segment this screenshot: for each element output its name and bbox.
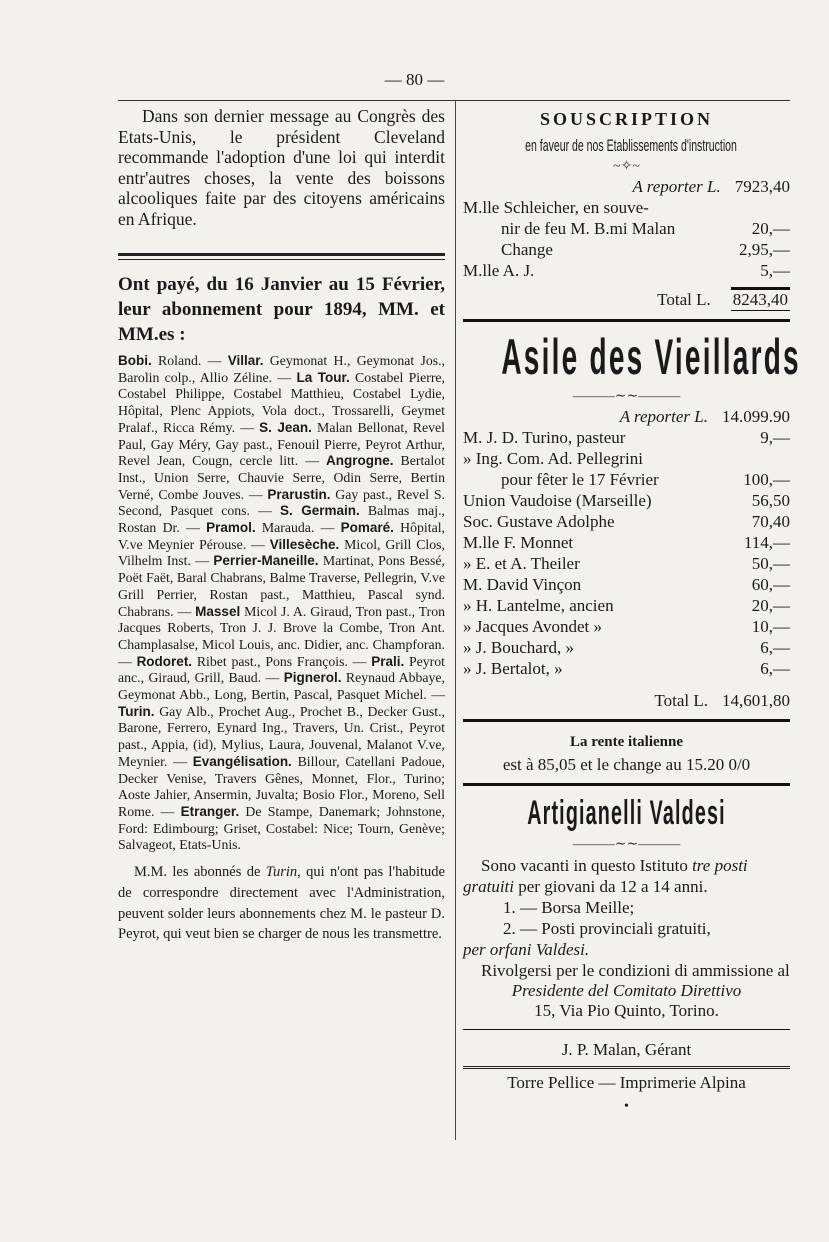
- ledger-name: pour fêter le 17 Février: [501, 470, 659, 489]
- subscriber-names: Gay past., Revel S. Second, Pasquet cons. —: [118, 486, 445, 519]
- ledger-name: M.lle A. J.: [463, 261, 535, 280]
- reporter-amount: 7923,40: [734, 177, 790, 196]
- ledger-row: [463, 532, 790, 553]
- reporter-label: A reporter L.: [619, 407, 708, 426]
- ledger-name: » H. Lantelme, ancien: [463, 596, 614, 615]
- subscriber-place: Rodoret.: [136, 653, 193, 669]
- ornament: ———∼∼———: [572, 837, 681, 852]
- subscriber-place: Turin.: [118, 703, 155, 719]
- rente-title: La rente italienne: [569, 734, 684, 750]
- asile-entries: [463, 427, 790, 679]
- intro-text: Sono vacanti in questo Istituto: [481, 856, 693, 875]
- reporter-label: A reporter L.: [632, 177, 721, 196]
- ornament: ———∼∼———: [572, 389, 681, 404]
- subscriber-place: S. Jean.: [259, 419, 312, 435]
- ledger-name: Soc. Gustave Adolphe: [463, 512, 615, 531]
- subscriber-place: La Tour.: [296, 369, 350, 385]
- column-divider: [455, 100, 456, 1140]
- ledger-row: [463, 197, 790, 218]
- subscriber-names: Micol J. A. Giraud, Tron past., Tron Jacques Roberts, Tron J. J. Brove la Combe, Tron Ant. Champlasalse, Micol Louis, anc. Didier, anc. Champforan. —: [118, 603, 445, 669]
- subscriber-place: Massel: [195, 603, 241, 619]
- ledger-name: » Ing. Com. Ad. Pellegrini: [463, 449, 643, 468]
- total-amount: 14,601,80: [722, 691, 790, 710]
- artigianelli-item-1: 1. — Borsa Meille;: [503, 898, 635, 917]
- asile-title: Asile des Vieillards: [501, 329, 801, 385]
- printer-line: Torre Pellice — Imprimerie Alpina: [463, 1066, 790, 1093]
- rente-text: est à 85,05 et le change au 15.20 0/0: [502, 755, 751, 774]
- ledger-name: nir de feu M. B.mi Malan: [501, 219, 676, 238]
- subscriber-place: Pomaré.: [340, 520, 394, 536]
- ledger-amount: 5,—: [760, 261, 790, 280]
- ledger-amount: 114,—: [743, 533, 790, 552]
- ledger-row: [463, 616, 790, 637]
- subscriber-place: Evangélisation.: [192, 753, 292, 769]
- subscriber-place: Prarustin.: [267, 486, 331, 502]
- subscriber-names: Hôpital, V.ve Meynier Pérouse. —: [118, 520, 445, 552]
- president-line: Presidente del Comitato Direttivo: [511, 981, 742, 1000]
- subscriber-place: Angrogne.: [326, 453, 394, 469]
- ledger-name: M.lle Schleicher, en souve-: [463, 198, 649, 217]
- ledger-row: [463, 260, 790, 281]
- subscriber-names: Costabel Pierre, Costabel Philippe, Costabel Matthieu, Costabel Lydie, Hôpital, Plenc Appiots, Vola doct., Trossarelli, Geymet Pralaf., Ricca Rémy. —: [118, 369, 445, 435]
- ledger-amount: 6,—: [760, 659, 790, 678]
- asile-reporter: [463, 407, 790, 427]
- subscriber-names: Martinat, Pons Bessé, Poët Faët, Baral Chabrans, Balme Traverse, Pellegrin, V.ve Grill Perrier, Rostan past., Matthieu, Pascal synd. Chabrans. —: [118, 553, 445, 619]
- ledger-row: [463, 469, 790, 490]
- ledger-name: » J. Bertalot, »: [463, 659, 563, 678]
- subscriber-place: Bobi.: [118, 353, 152, 368]
- ledger-amount: 6,—: [760, 638, 790, 657]
- ledger-name: M.lle F. Monnet: [463, 533, 574, 552]
- ledger-amount: 2,95,—: [739, 240, 790, 259]
- ledger-name: » Jacques Avondet »: [463, 617, 602, 636]
- ledger-row: [463, 427, 790, 448]
- ledger-row: [463, 553, 790, 574]
- section-rule: [463, 1029, 790, 1030]
- ledger-name: M. David Vinçon: [463, 575, 582, 594]
- subscriber-place: Perrier-Maneille.: [213, 553, 319, 569]
- ledger-row: [463, 595, 790, 616]
- bullet-dot: •: [624, 1099, 629, 1114]
- subscriber-names: Roland. —: [151, 353, 228, 368]
- subscriber-names: Reynaud Abbaye, Geymonat Abb., Long, Bertin, Pascal, Pasquet Michel. —: [118, 670, 445, 703]
- ledger-name: » E. et A. Theiler: [463, 554, 580, 573]
- ledger-amount: 10,—: [751, 617, 790, 636]
- ledger-amount: 9,—: [760, 428, 790, 447]
- subscriber-names: Micol, Grill Clos, Vilhelm Inst. —: [118, 536, 445, 569]
- subscriber-place: Etranger.: [180, 803, 240, 819]
- total-label: Total L.: [657, 290, 711, 309]
- ledger-amount: 56,50: [751, 491, 790, 510]
- ledger-row: [463, 658, 790, 679]
- ledger-name: Union Vaudoise (Marseille): [463, 491, 652, 510]
- notice-text-after: , qui n'ont pas l'habitude de correspondre directement avec l'Administration, peuvent solder leurs abonnements chez M. le pasteur D. Peyrot, qui veut bien se charger de nous les transmettre.: [118, 864, 445, 943]
- section-rule: [463, 319, 790, 322]
- section-rule-thin: [118, 259, 445, 260]
- ledger-amount: 70,40: [751, 512, 790, 531]
- artigianelli-contact: Rivolgersi per le condizioni di ammissione al: [481, 961, 790, 980]
- intro-italic: tre posti gratuiti: [463, 856, 748, 896]
- ledger-name: Change: [501, 240, 553, 259]
- souscription-subtitle: en faveur de nos Etablissements d'instruction: [525, 136, 737, 155]
- subscriber-place: Villesèche.: [269, 536, 340, 552]
- artigianelli-title: Artigianelli Valdesi: [527, 794, 726, 832]
- cleveland-message-paragraph: Dans son dernier message au Congrès des Etats-Unis, le président Cleveland recommande l'adoption d'une loi qui interdit entr'autres choses, la vente des boissons alcooliques faite par des citoyens américains en Afrique.: [118, 106, 445, 229]
- ornament: ~✧~: [613, 159, 640, 174]
- souscription-entries: [463, 197, 790, 281]
- ledger-amount: 20,—: [751, 219, 790, 238]
- reporter-amount: 14.099.90: [722, 407, 790, 426]
- subscribers-list: [118, 353, 445, 854]
- subscribers-heading: Ont payé, du 16 Janvier au 15 Février, leur abonnement pour 1894, MM. et MM.es :: [118, 274, 445, 345]
- subscriber-names: Malan Bellonat, Revel Paul, Gay Méry, Gay past., Fenouil Pierre, Peyrot Arthur, Revel Jean, Cougn, cercle litt. —: [118, 419, 445, 469]
- ledger-row: [463, 637, 790, 658]
- subscriber-names: Gay Alb., Prochet Aug., Prochet B., Decker Gust., Barone, Ferrero, Eynard Ing., Travers, Un. Crist., Peyrot past., Appia, (id), Mylius, Laura, Jouvenal, Malanot V.ve, Meynier. —: [118, 703, 445, 769]
- ledger-row: [463, 511, 790, 532]
- total-label: Total L.: [654, 691, 708, 710]
- ledger-name: » J. Bouchard, »: [463, 638, 574, 657]
- subscriber-place: Prali.: [371, 653, 405, 669]
- intro-text-end: per giovani da 12 a 14 anni.: [514, 877, 708, 896]
- artigianelli-item-2: 2. — Posti provinciali gratuiti,: [503, 919, 711, 938]
- souscription-title: SOUSCRIPTION: [539, 109, 714, 129]
- subscriber-names: Bertalot Inst., Union Serre, Chauvie Serre, Odin Serre, Bertin Verné, Combe Jouves. —: [118, 453, 445, 502]
- subscriber-names: Geymonat H., Geymonat Jos., Barolin colp., Allio Zéline. —: [118, 353, 445, 385]
- subscriber-place: Pignerol.: [283, 670, 342, 686]
- ledger-row: [463, 574, 790, 595]
- manager-line: J. P. Malan, Gérant: [561, 1040, 692, 1059]
- address-line: 15, Via Pio Quinto, Torino.: [534, 1001, 719, 1020]
- ledger-name: M. J. D. Turino, pasteur: [463, 428, 626, 447]
- right-column: [463, 106, 801, 1115]
- subscriber-place: Villar.: [227, 353, 264, 368]
- subscriber-names: Billour, Catellani Padoue, Decker Venise, Travers Gênes, Monnet, Flor., Turino; Aoste Jahier, Ansermin, Juvalta; Bosio Flor., Moreno, Sell Rome. —: [118, 753, 445, 819]
- subscriber-place: Pramol.: [206, 520, 256, 536]
- artigianelli-intro: [463, 855, 790, 897]
- section-rule: [463, 719, 790, 722]
- subscriber-names: Balmas maj., Rostan Dr. —: [118, 503, 445, 536]
- left-column: [118, 106, 445, 945]
- ledger-row: [463, 490, 790, 511]
- subscriber-place: S. Germain.: [280, 503, 360, 519]
- asile-total: [463, 691, 790, 711]
- ledger-amount: 20,—: [751, 596, 790, 615]
- souscription-total: [463, 287, 790, 311]
- subscriber-names: De Stampe, Danemark; Johnstone, Ford: Edimbourg; Griset, Costabel: Nice; Tourn, Genève; Salvageot, Etats-Unis.: [118, 803, 445, 853]
- ledger-row: [463, 448, 790, 469]
- ledger-amount: 100,—: [743, 470, 790, 489]
- artigianelli-item-2-italic: per orfani Valdesi.: [463, 940, 590, 959]
- souscription-reporter: [463, 177, 790, 197]
- notice-text-before: M.M. les abonnés de: [134, 864, 266, 881]
- ledger-amount: 60,—: [751, 575, 790, 594]
- section-rule: [118, 253, 445, 256]
- subscriber-names: Marauda. —: [255, 520, 341, 536]
- subscriber-names: Ribet past., Pons François. —: [192, 653, 372, 669]
- section-rule: [463, 783, 790, 786]
- subscriber-names: Peyrot anc., Giraud, Grill, Baud. —: [118, 653, 446, 686]
- notice-city: Turin: [265, 864, 298, 881]
- ledger-row: [463, 218, 790, 239]
- turin-notice: [118, 862, 445, 945]
- page-number: — 80 —: [384, 70, 445, 89]
- ledger-row: [463, 239, 790, 260]
- total-amount: 8243,40: [731, 287, 790, 311]
- ledger-amount: 50,—: [751, 554, 790, 573]
- top-rule: [118, 100, 790, 101]
